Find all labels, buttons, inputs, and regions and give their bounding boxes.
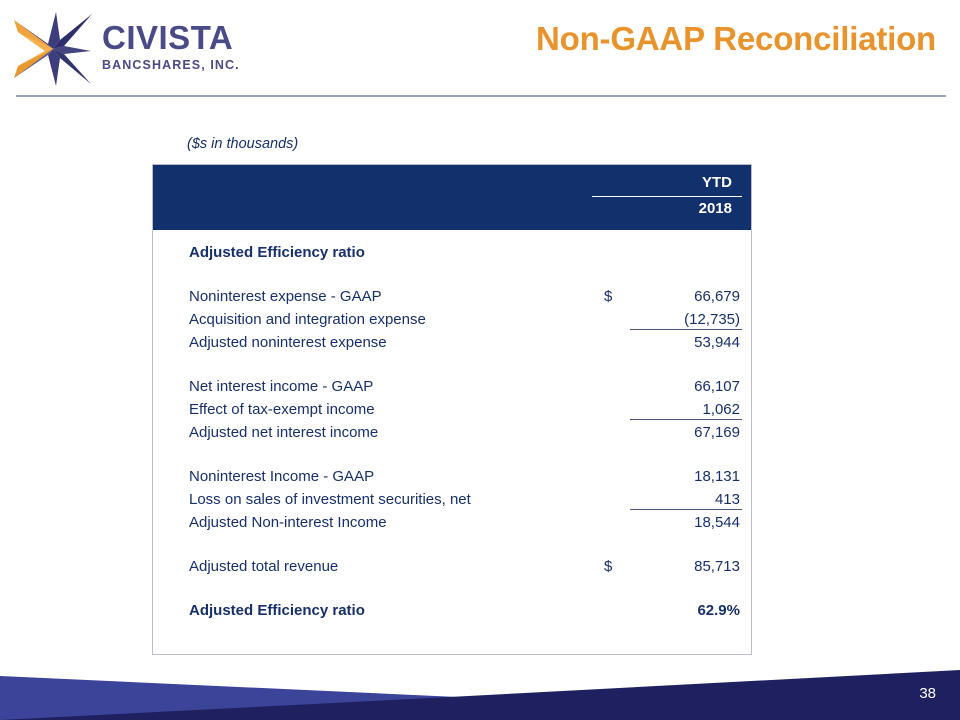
row-label: Net interest income - GAAP bbox=[189, 378, 374, 395]
currency-symbol bbox=[604, 502, 630, 504]
table-section-title-row bbox=[153, 244, 751, 267]
table-row bbox=[153, 514, 751, 537]
units-note: ($s in thousands) bbox=[187, 136, 299, 152]
currency-symbol bbox=[604, 322, 630, 324]
civista-star-icon bbox=[12, 10, 94, 88]
table-row bbox=[153, 401, 751, 424]
row-value: 18,544 bbox=[694, 514, 740, 531]
table-column-header bbox=[592, 173, 742, 219]
table-row bbox=[153, 468, 751, 491]
row-value: 85,713 bbox=[694, 558, 740, 575]
table-header bbox=[153, 165, 751, 230]
non-gaap-reconciliation-table bbox=[152, 164, 752, 655]
column-header-ytd: YTD bbox=[702, 174, 732, 191]
currency-symbol: $ bbox=[604, 288, 613, 305]
row-label: Adjusted Non-interest Income bbox=[189, 514, 387, 531]
row-spacer bbox=[153, 581, 751, 602]
row-spacer bbox=[153, 267, 751, 288]
table-row bbox=[153, 491, 751, 514]
row-value: 66,107 bbox=[694, 378, 740, 395]
row-spacer bbox=[153, 357, 751, 378]
row-value: 1,062 bbox=[630, 401, 742, 420]
currency-symbol: $ bbox=[604, 558, 613, 575]
footer-decoration bbox=[0, 628, 960, 720]
table-row bbox=[153, 311, 751, 334]
row-value: 18,131 bbox=[694, 468, 740, 485]
row-value: 413 bbox=[630, 491, 742, 510]
row-value: 62.9% bbox=[697, 602, 740, 619]
logo-company-name: CIVISTA bbox=[102, 19, 234, 56]
column-header-year: 2018 bbox=[698, 200, 732, 217]
row-label: Adjusted Efficiency ratio bbox=[189, 602, 365, 619]
column-header-rule bbox=[592, 196, 742, 197]
section-title: Adjusted Efficiency ratio bbox=[189, 244, 365, 261]
row-label: Adjusted noninterest expense bbox=[189, 334, 387, 351]
header-divider bbox=[16, 95, 946, 97]
row-value: 53,944 bbox=[694, 334, 740, 351]
page-number: 38 bbox=[919, 685, 936, 702]
row-label: Acquisition and integration expense bbox=[189, 311, 426, 328]
row-label: Noninterest expense - GAAP bbox=[189, 288, 382, 305]
row-spacer bbox=[153, 447, 751, 468]
row-spacer bbox=[153, 537, 751, 558]
table-row bbox=[153, 288, 751, 311]
row-value: 67,169 bbox=[694, 424, 740, 441]
row-value: 66,679 bbox=[694, 288, 740, 305]
page-title: Non-GAAP Reconciliation bbox=[536, 20, 936, 57]
row-value: (12,735) bbox=[630, 311, 742, 330]
logo-company-subtitle: BANCSHARES, INC. bbox=[102, 58, 240, 72]
civista-logo bbox=[8, 6, 268, 86]
row-label: Loss on sales of investment securities, net bbox=[189, 491, 471, 508]
row-label: Adjusted net interest income bbox=[189, 424, 379, 441]
table-row bbox=[153, 334, 751, 357]
row-label: Effect of tax-exempt income bbox=[189, 401, 375, 418]
row-label: Noninterest Income - GAAP bbox=[189, 468, 375, 485]
slide-header bbox=[0, 0, 960, 92]
table-body bbox=[153, 230, 751, 654]
table-row bbox=[153, 424, 751, 447]
row-label: Adjusted total revenue bbox=[189, 558, 339, 575]
table-row-total bbox=[153, 602, 751, 625]
currency-symbol bbox=[604, 412, 630, 414]
civista-wordmark bbox=[102, 20, 262, 73]
table-row bbox=[153, 378, 751, 401]
table-row bbox=[153, 558, 751, 581]
